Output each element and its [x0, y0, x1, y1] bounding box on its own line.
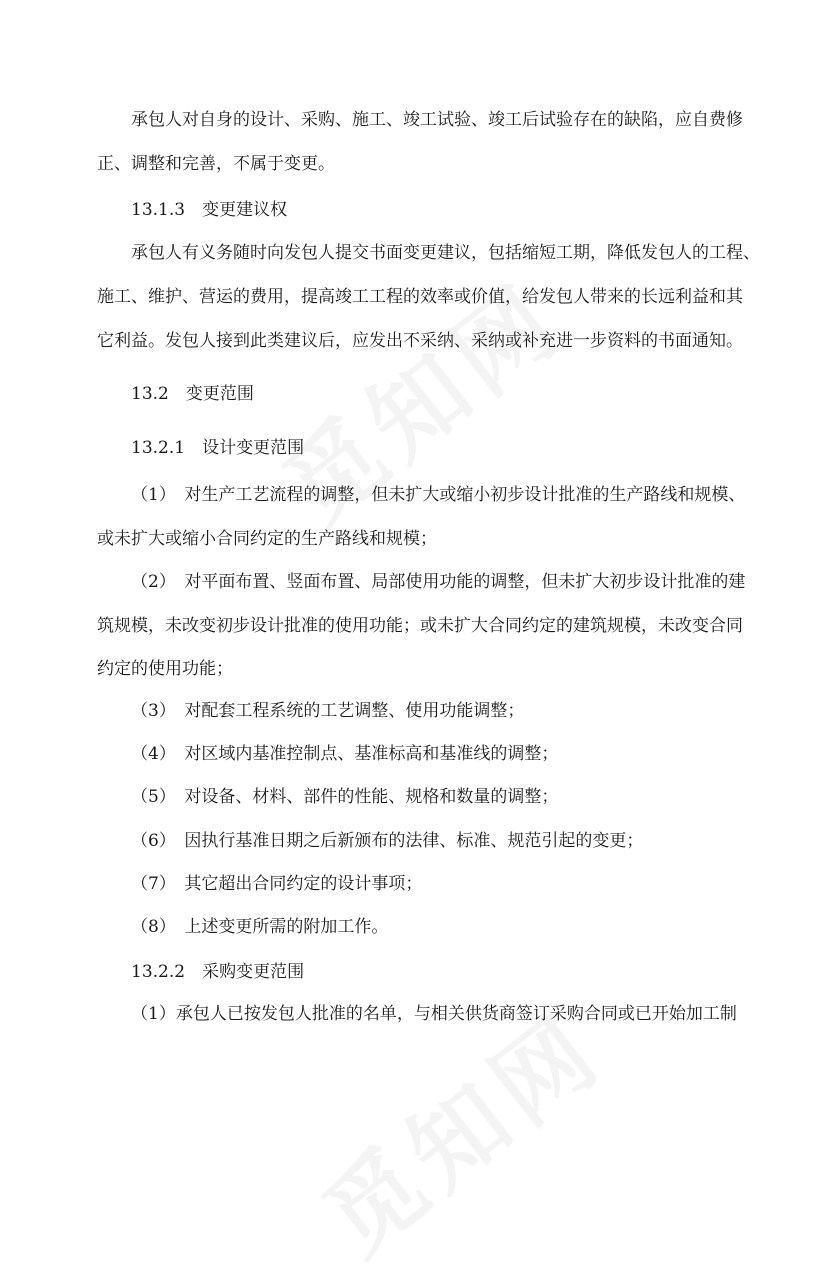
section-heading-13-2-1: 13.2.1 设计变更范围 — [131, 438, 305, 458]
list-item-2: （2） 对平面布置、竖面布置、局部使用功能的调整，但未扩大初步设计批准的建 — [131, 572, 746, 592]
paragraph-line: 它利益。发包人接到此类建议后，应发出不采纳、采纳或补充进一步资料的书面通知。 — [97, 331, 743, 351]
list-item-1-cont: 或未扩大或缩小合同约定的生产路线和规模； — [97, 529, 437, 549]
list-item-6: （6） 因执行基准日期之后新颁布的法律、标准、规范引起的变更； — [131, 831, 644, 851]
list-item-7: （7） 其它超出合同约定的设计事项； — [131, 874, 423, 894]
list-item-4: （4） 对区域内基准控制点、基准标高和基准线的调整； — [131, 744, 559, 764]
list-item-3: （3） 对配套工程系统的工艺调整、使用功能调整； — [131, 701, 525, 721]
list-item-8: （8） 上述变更所需的附加工作。 — [131, 917, 389, 937]
paragraph-line: 施工、维护、营运的费用，提高竣工工程的效率或价值，给发包人带来的长远利益和其 — [97, 287, 743, 307]
section-heading-13-2-2: 13.2.2 采购变更范围 — [131, 962, 305, 982]
list-item-2-cont: 筑规模，未改变初步设计批准的使用功能；或未扩大合同约定的建筑规模，未改变合同 — [97, 616, 743, 636]
list-item-5: （5） 对设备、材料、部件的性能、规格和数量的调整； — [131, 787, 559, 807]
paragraph-line: 正、调整和完善，不属于变更。 — [97, 154, 335, 174]
section-heading-13-1-3: 13.1.3 变更建议权 — [131, 200, 288, 220]
list-item-procurement-1: （1）承包人已按发包人批准的名单，与相关供货商签订采购合同或已开始加工制 — [131, 1004, 737, 1024]
list-item-1: （1） 对生产工艺流程的调整，但未扩大或缩小初步设计批准的生产路线和规模、 — [131, 485, 746, 505]
section-heading-13-2: 13.2 变更范围 — [131, 384, 254, 404]
list-item-2-cont: 约定的使用功能； — [97, 659, 233, 679]
paragraph-line: 承包人对自身的设计、采购、施工、竣工试验、竣工后试验存在的缺陷，应自费修 — [131, 110, 743, 130]
paragraph-line: 承包人有义务随时向发包人提交书面变更建议，包括缩短工期，降低发包人的工程、 — [131, 243, 760, 263]
